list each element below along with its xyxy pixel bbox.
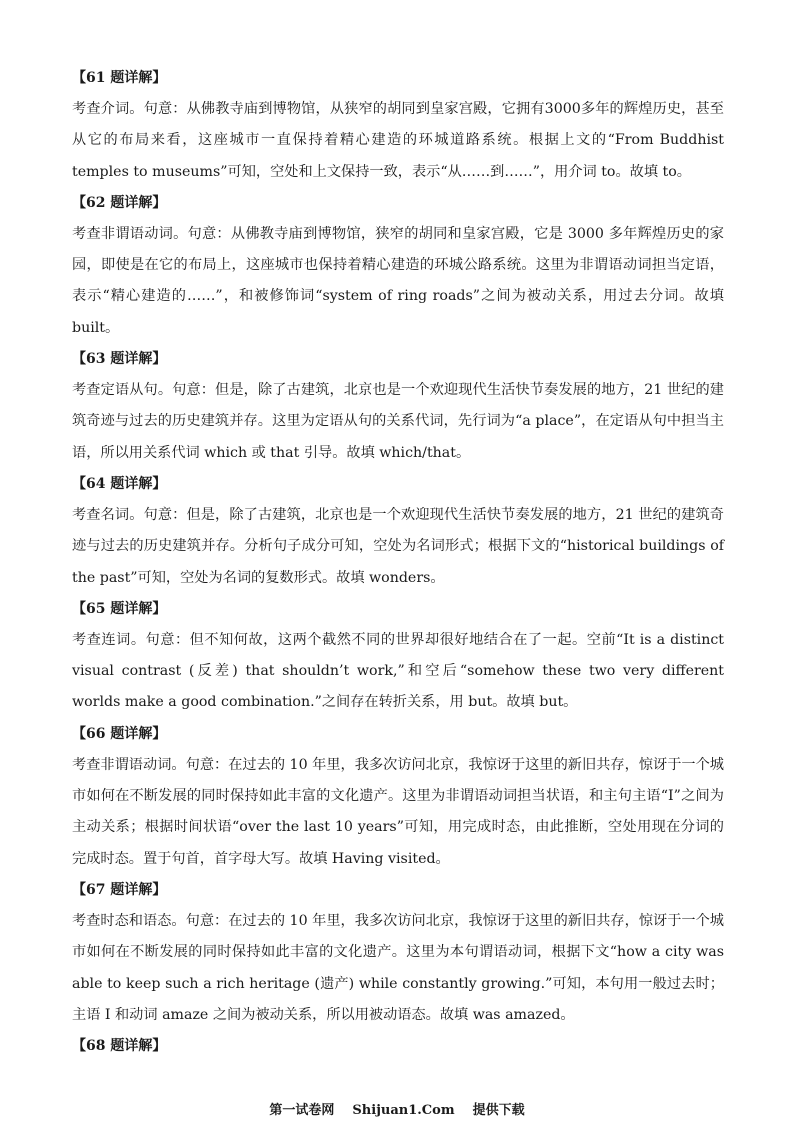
- section-body: 考查名词。句意：但是，除了古建筑，北京也是一个欢迎现代生活快节奏发展的地方，21 世纪的建筑奇迹与过去的历史建筑并存。分析句子成分可知，空处为名词形式；根据下文的“historical buildings of the past”可知，空处为名词的复数形式。故填 wonders。: [72, 506, 724, 586]
- explanation-67: [72, 875, 724, 1031]
- section-heading: 【62 题详解】: [72, 194, 167, 211]
- explanation-62: [72, 188, 724, 344]
- section-body: 考查介词。句意：从佛教寺庙到博物馆，从狭窄的胡同到皇家宫殿，它拥有3000多年的辉煌历史，甚至从它的布局来看，这座城市一直保持着精心建造的环城道路系统。根据上文的“From Buddhist temples to museums”可知，空处和上文保持一致，表示“从……到……”，用介词 to。故填 to。: [72, 101, 724, 180]
- section-heading: 【66 题详解】: [72, 725, 167, 742]
- section-heading: 【68 题详解】: [72, 1038, 167, 1055]
- section-body: 考查非谓语动词。句意：从佛教寺庙到博物馆，狭窄的胡同和皇家宫殿，它是 3000 多年辉煌历史的家园，即使是在它的布局上，这座城市也保持着精心建造的环城公路系统。这里为非谓语动词担当定语，表示“精心建造的……”，和被修饰词“system of ring roads”之间为被动关系，用过去分词。故填 built。: [72, 225, 724, 336]
- answer-explanations: [72, 63, 724, 1062]
- section-body: 考查连词。句意：但不知何故，这两个截然不同的世界却很好地结合在了一起。空前“It is a distinct visual contrast (反差) that shouldn’t work,”和空后“somehow these two very different worlds make a good combination.”之间存在转折关系，用 but。故填 but。: [72, 631, 724, 711]
- section-heading: 【67 题详解】: [72, 881, 167, 898]
- explanation-65: [72, 594, 724, 719]
- section-body: 考查时态和语态。句意：在过去的 10 年里，我多次访问北京，我惊讶于这里的新旧共存，惊讶于一个城市如何在不断发展的同时保持如此丰富的文化遗产。这里为本句谓语动词，根据下文“how a city was able to keep such a rich heritage (遗产) while constantly growing.”可知，本句用一般过去时；主语 I 和动词 amaze 之间为被动关系，所以用被动语态。故填 was amazed。: [72, 912, 724, 1023]
- explanation-68: [72, 1031, 724, 1062]
- section-body: 考查定语从句。句意：但是，除了古建筑，北京也是一个欢迎现代生活快节奏发展的地方，21 世纪的建筑奇迹与过去的历史建筑并存。这里为定语从句的关系代词，先行词为“a place”，在定语从句中担当主语，所以用关系代词 which 或 that 引导。故填 which/that。: [72, 382, 724, 461]
- section-heading: 【63 题详解】: [72, 351, 167, 368]
- explanation-66: [72, 719, 724, 875]
- section-body: 考查非谓语动词。句意：在过去的 10 年里，我多次访问北京，我惊讶于这里的新旧共存，惊讶于一个城市如何在不断发展的同时保持如此丰富的文化遗产。这里为非谓语动词担当状语，和主句主语“I”之间为主动关系；根据时间状语“over the last 10 years”可知，用完成时态，由此推断，空处用现在分词的完成时态。置于句首，首字母大写。故填 Having visited。: [72, 756, 724, 867]
- explanation-64: [72, 469, 724, 594]
- section-heading: 【61 题详解】: [72, 70, 167, 86]
- explanation-63: [72, 344, 724, 469]
- section-heading: 【64 题详解】: [72, 475, 167, 492]
- explanation-61: [72, 63, 724, 188]
- section-heading: 【65 题详解】: [72, 600, 167, 617]
- page-footer: 第一试卷网 Shijuan1.Com 提供下载: [269, 1103, 525, 1118]
